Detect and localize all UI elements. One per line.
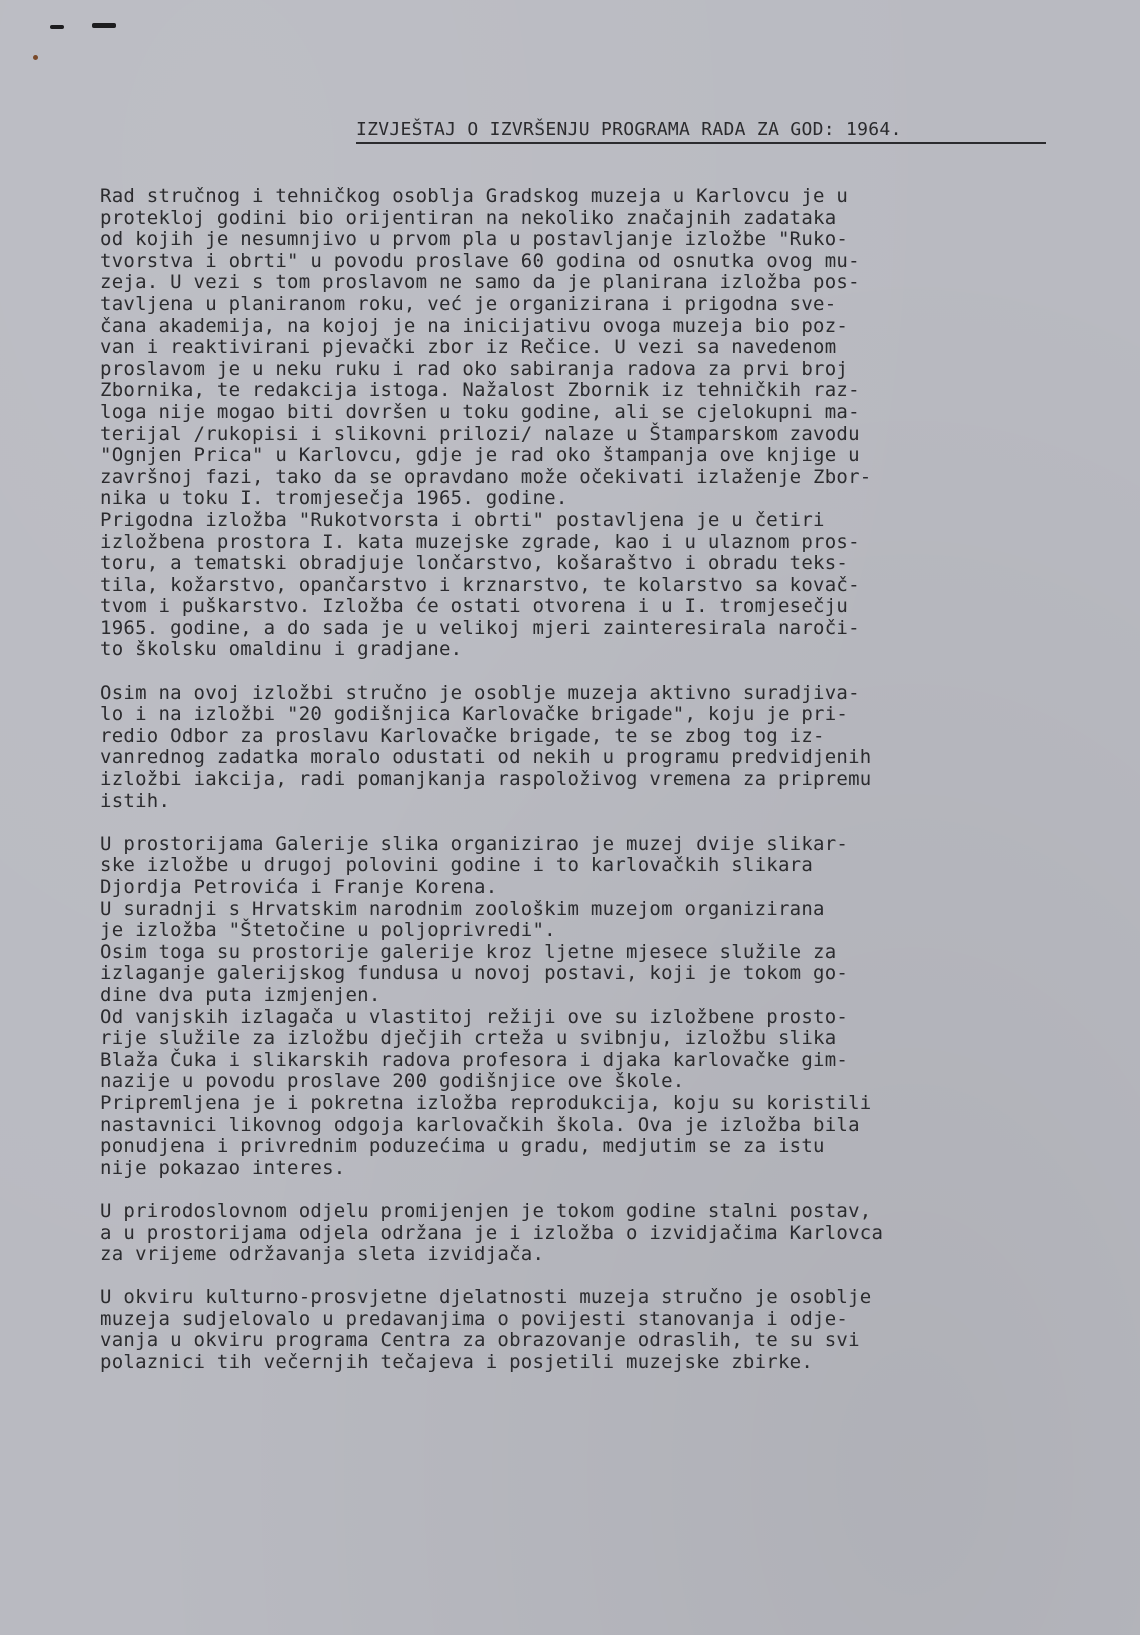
text-line: vanrednog zadatka moralo odustati od nekih u programu predvidjenih [100, 746, 872, 769]
text-line: završnoj fazi, tako da se opravdano može očekivati izlaženje Zbor- [100, 465, 872, 488]
text-line: ske izložbe u drugoj polovini godine i to karlovačkih slikara [100, 854, 814, 877]
paragraph [100, 186, 1060, 661]
text-line: izložbi iakcija, radi pomanjkanja raspoloživog vremena za pripremu [100, 768, 872, 791]
text-line: redio Odbor za proslavu Karlovačke brigade, te se zbog tog iz- [100, 724, 825, 747]
text-line: tila, kožarstvo, opančarstvo i krznarstvo, te kolarstvo sa kovač- [100, 573, 860, 596]
text-line: nazije u povodu proslave 200 godišnjice ove škole. [100, 1070, 685, 1093]
text-line: izlaganje galerijskog fundusa u novoj postavi, koji je tokom go- [100, 962, 849, 985]
text-line: proslavom je u neku ruku i rad oko sabiranja radova za prvi broj [100, 357, 849, 380]
text-line: tavljena u planiranom roku, već je organizirana i prigodna sve- [100, 292, 837, 315]
text-line: loga nije mogao biti dovršen u toku godine, ali se cjelokupni ma- [100, 400, 860, 423]
text-line: lo i na izložbi "20 godišnjica Karlovačke brigade", koju je pri- [100, 703, 849, 726]
text-line: izložbena prostora I. kata muzejske zgrade, kao i u ulaznom pros- [100, 530, 860, 553]
text-line: U suradnji s Hrvatskim narodnim zoološkim muzejom organizirana [100, 897, 825, 920]
paragraph [100, 834, 1060, 1180]
paragraph [100, 1201, 1060, 1266]
text-line: dine dva puta izmjenjen. [100, 983, 381, 1006]
text-line: Od vanjskih izlagača u vlastitoj režiji ove su izložbene prosto- [100, 1005, 849, 1028]
document-body [100, 186, 1060, 1395]
ink-mark [50, 25, 64, 29]
text-line: U okviru kulturno-prosvjetne djelatnosti muzeja stručno je osoblje [100, 1286, 872, 1309]
text-line: nastavnici likovnog odgoja karlovačkih škola. Ova je izložba bila [100, 1113, 860, 1136]
text-line: rije služile za izložbu dječjih crteža u svibnju, izložbu slika [100, 1027, 837, 1050]
document-title: IZVJEŠTAJ O IZVRŠENJU PROGRAMA RADA ZA GOD: 1964. [356, 119, 1046, 144]
text-line: "Ognjen Prica" u Karlovcu, gdje je rad oko štampanja ove knjige u [100, 444, 860, 467]
text-line: zeja. U vezi s tom proslavom ne samo da je planirana izložba pos- [100, 271, 860, 294]
text-line: od kojih je nesumnjivo u prvom pla u postavljanje izložbe "Ruko- [100, 228, 849, 251]
text-line: 1965. godine, a do sada je u velikoj mjeri zainteresirala naroči- [100, 616, 860, 639]
paragraph [100, 1287, 1060, 1373]
text-line: Rad stručnog i tehničkog osoblja Gradskog muzeja u Karlovcu je u [100, 185, 849, 207]
text-line: muzeja sudjelovalo u predavanjima o povijesti stanovanja i odje- [100, 1307, 849, 1330]
text-line: polaznici tih večernjih tečajeva i posjetili muzejske zbirke. [100, 1351, 814, 1374]
text-line: U prirodoslovnom odjelu promijenjen je tokom godine stalni postav, [100, 1199, 872, 1222]
text-line: Osim toga su prostorije galerije kroz ljetne mjesece služile za [100, 940, 837, 963]
text-line: za vrijeme održavanja sleta izvidjača. [100, 1243, 545, 1266]
text-line: terijal /rukopisi i slikovni prilozi/ nalaze u Štamparskom zavodu [100, 422, 860, 445]
text-line: toru, a tematski obradjuje lončarstvo, košaraštvo i obradu teks- [100, 552, 849, 575]
text-line: nije pokazao interes. [100, 1156, 346, 1179]
text-line: nika u toku I. tromjesečja 1965. godine. [100, 487, 568, 510]
ink-spot [33, 55, 38, 60]
text-line: Osim na ovoj izložbi stručno je osoblje muzeja aktivno suradjiva- [100, 681, 860, 704]
text-line: Pripremljena je i pokretna izložba reprodukcija, koju su koristili [100, 1091, 872, 1114]
text-line: Zbornika, te redakcija istoga. Nažalost Zbornik iz tehničkih raz- [100, 379, 860, 402]
text-line: tvom i puškarstvo. Izložba će ostati otvorena i u I. tromjesečju [100, 595, 849, 618]
text-line: čana akademija, na kojoj je na inicijativu ovoga muzeja bio poz- [100, 314, 849, 337]
text-line: vanja u okviru programa Centra za obrazovanje odraslih, te su svi [100, 1329, 860, 1352]
text-line: proteklој godini bio orijentiran na nekoliko značajnih zadataka [100, 206, 837, 229]
text-line: to školsku omaldinu i gradjane. [100, 638, 463, 661]
text-line: Prigodna izložba "Rukotvorsta i obrti" postavljena je u četiri [100, 508, 825, 531]
text-line: je izložba "Štetočine u poljoprivredi". [100, 919, 556, 942]
text-line: U prostorijama Galerije slika organizirao je muzej dvije slikar- [100, 832, 849, 855]
text-line: van i reaktivirani pjevački zbor iz Rečice. U vezi sa navedenom [100, 336, 837, 359]
text-line: a u prostorijama odjela održana je i izložba o izvidjačima Karlovca [100, 1221, 884, 1244]
text-line: ponudjena i privrednim poduzećima u gradu, medjutim se za istu [100, 1135, 825, 1158]
text-line: Djordja Petrovića i Franje Korena. [100, 876, 498, 898]
paragraph [100, 683, 1060, 813]
text-line: istih. [100, 789, 171, 812]
ink-mark [92, 23, 116, 28]
text-line: Blaža Čuka i slikarskih radova profesora i djaka karlovačke gim- [100, 1048, 849, 1071]
text-line: tvorstva i obrti" u povodu proslave 60 godina od osnutka ovog mu- [100, 249, 860, 272]
